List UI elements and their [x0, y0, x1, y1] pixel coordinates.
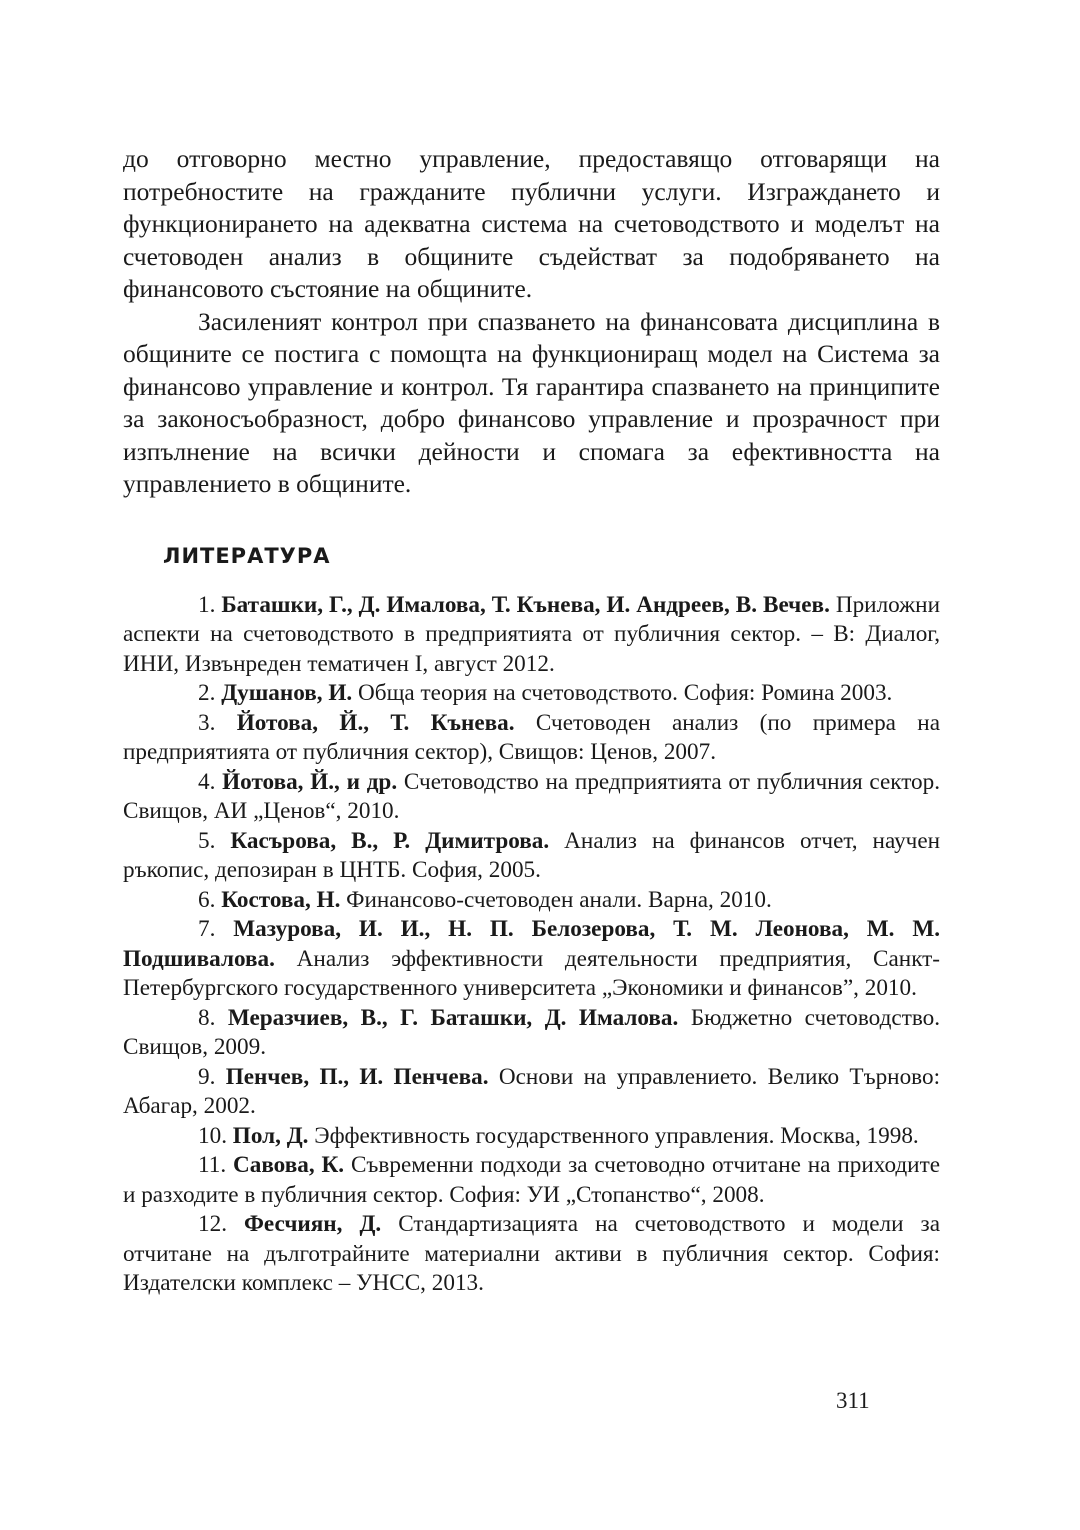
references-heading: ЛИТЕРАТУРА — [163, 543, 331, 568]
reference-item: 8. Меразчиев, В., Г. Баташки, Д. Ималова. Бюджетно счетоводство. Свищов, 2009. — [123, 1004, 941, 1060]
reference-item: 7. Мазурова, И. И., Н. П. Белозерова, Т. М. Леонова, М. М. Подшивалова. Анализ эффективности деятельности предприятия, Санкт-Петербургского государственного университета „Экономики и финансов”, 2010. — [123, 916, 941, 1001]
reference-item: 2. Душанов, И. Обща теория на счетоводството. София: Ромина 2003. — [198, 680, 893, 706]
reference-item: 6. Костова, Н. Финансово-счетоводен анали. Варна, 2010. — [198, 886, 772, 913]
reference-item: 4. Йотова, Й., и др. Счетоводство на предприятията от публичния сектор. Свищов, АИ „Ценов“, 2010. — [123, 768, 941, 824]
references-list — [123, 591, 940, 1299]
reference-item: 12. Фесчиян, Д. Стандартизацията на счетоводството и модели за отчитане на дълготрайните материални активи в публичния сектор. София: Издателски комплекс – УНСС, 2013. — [123, 1211, 940, 1296]
paragraph-2: Засиленият контрол при спазването на финансовата дисциплина в общините се постига с помощта на функциониращ модел на Система за финансово управление и контрол. Тя гарантира спазването на принципите за законосъобразност, добро финансово управление и прозрачност при изпълнение на всички дейности и спомага за ефективността на управлението в общините. — [123, 306, 940, 498]
page-number: 311 — [836, 1388, 870, 1413]
paragraph-1: до отговорно местно управление, предоставящо отговарящи на потребностите на гражданите публични услуги. Изграждането и функционирането на адекватна система на счетоводството и моделът на счетоводен анализ в общините съдействат за подобряването на финансовото състояние на общините. — [123, 144, 940, 303]
body-text — [123, 143, 940, 501]
reference-item: 5. Касърова, В., Р. Димитрова. Анализ на финансов отчет, научен ръкопис, депозиран в ЦНТБ. София, 2005. — [123, 827, 941, 883]
reference-item: 9. Пенчев, П., И. Пенчева. Основи на управлението. Велико Търново: Абагар, 2002. — [123, 1063, 941, 1119]
reference-item: 11. Савова, К. Съвременни подходи за счетоводно отчитане на приходите и разходите в публичния сектор. София: УИ „Стопанство“, 2008. — [123, 1152, 941, 1208]
reference-item: 3. Йотова, Й., Т. Кънева. Счетоводен анализ (по примера на предприятията от публичния сектор), Свищов: Ценов, 2007. — [123, 709, 941, 765]
page-content — [123, 143, 940, 1299]
reference-item: 1. Баташки, Г., Д. Ималова, Т. Кънева, И. Андреев, В. Вечев. Приложни аспекти на счетоводството в предприятията от публичния сектор. – В: Диалог, ИНИ, Извънреден тематичен I, август 2012. — [123, 591, 941, 677]
reference-item: 10. Пол, Д. Эффективность государственного управления. Москва, 1998. — [198, 1122, 919, 1149]
